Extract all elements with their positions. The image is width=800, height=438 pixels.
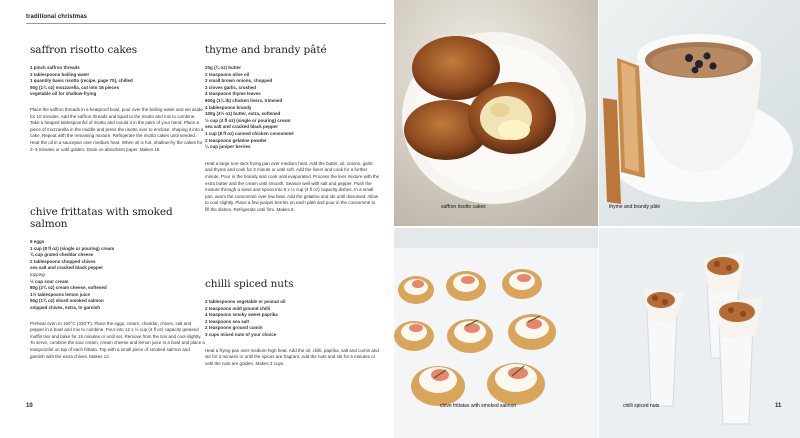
ingredient: 1 pinch saffron threads	[30, 65, 80, 70]
recipe-chive-frittatas	[30, 206, 205, 360]
ingredient: 2 teaspoons gelatine powder	[205, 137, 267, 143]
caption-saffron-risotto-cakes: saffron risotto cakes	[441, 204, 486, 210]
ingredient: 2 tablespoons boiling water	[30, 71, 90, 77]
recipe-method: Place the saffron threads in a heatproof bowl, pour over the boiling water and set aside for 10 minutes. Add the saffron threads and liquid to the risotto and mix to combine. Take a heaped tablespoonful of risotto and mould it in the palm of your hand. Place a piece of mozzarella in the middle and press the risotto over to enclose, shaping it into a cake. Repeat with the remaining mixture. Refrigerate the risotto cakes until needed. Heat the oil in a saucepan over medium heat. When oil is hot, shallow-fry the cakes for 2–3 minutes or until golden. Drain on absorbent paper. Makes 16.	[30, 106, 204, 152]
ingredient: 80g (2¾ oz) cream cheese, softened	[30, 285, 107, 291]
photo-saffron-risotto-cakes	[394, 0, 598, 226]
ingredient: 1 quantity basic risotto (recipe, page 70), chilled	[30, 78, 133, 84]
ingredient: 2 teaspoons ground cumin	[205, 325, 263, 331]
ingredient-list	[205, 65, 380, 151]
recipe-method: Heat a frying pan over medium-high heat. Add the oil, chilli, paprika, salt and cumin and stir for 2 minutes or until the spices are fragrant. Add the nuts and stir for 5 minutes or until the nuts are golden. Makes 3 cups.	[205, 347, 379, 366]
ingredient: 2 tablespoons vegetable or peanut oil	[205, 299, 286, 304]
ingredient: snipped chives, extra, to garnish	[30, 304, 101, 310]
ingredient: sea salt and cracked black pepper	[30, 265, 104, 271]
topping-label: topping	[30, 271, 45, 277]
ingredient: 1½ tablespoons lemon juice	[30, 291, 91, 297]
ingredient: 2 teaspoons sea salt	[205, 318, 250, 324]
ingredient: 2 teaspoons mild ground chilli	[205, 305, 271, 311]
ingredient: 1 cup (8 fl oz) canned chicken consommé	[205, 130, 294, 136]
header-rule	[26, 23, 386, 24]
pate-image	[599, 0, 800, 226]
recipe-title: chive frittatas with smoked salmon	[30, 206, 173, 230]
caption-chive-frittatas: chive frittatas with smoked salmon	[440, 403, 517, 409]
ingredient: 50g (1¾ oz) sliced smoked salmon	[30, 298, 104, 304]
caption-thyme-brandy-pate: thyme and brandy pâté	[609, 204, 661, 210]
ingredient: 3 cups mixed nuts of your choice	[205, 331, 277, 337]
page-number-right: 11	[775, 403, 782, 409]
ingredient: ¾ cup grated cheddar cheese	[30, 252, 94, 258]
photo-thyme-brandy-pate	[599, 0, 800, 226]
ingredient: 4 tablespoons brandy	[205, 104, 252, 110]
ingredient: 100g (3½ oz) butter, extra, softened	[205, 111, 281, 117]
ingredient-list	[30, 239, 205, 312]
recipe-method: Preheat oven to 160°C (320°F). Place the eggs, cream, cheddar, chives, salt and pepper in a bowl and mix to combine. Pour into 12 x ½ cup (4 fl oz) capacity greased muffin tins and bake for 15 minutes or until set. Remove from the tins and cool slightly. To serve, combine the sour cream, cream cheese and lemon juice in a bowl and place a teaspoonful on top of each frittata. Top with a small piece of smoked salmon and garnish with the extra chives. Makes 12.	[30, 320, 205, 359]
ingredient: ¼ cup juniper berries	[205, 144, 251, 150]
caption-chilli-spiced-nuts: chilli spiced nuts	[623, 403, 660, 409]
ingredient: 50g (1¾ oz) mozzarella, cut into 16 pieces	[30, 84, 120, 90]
recipe-thyme-brandy-pate	[205, 44, 380, 213]
ingredient: 4 teaspoons thyme leaves	[205, 91, 261, 97]
ingredient: 600g (1¼ lb) chicken livers, trimmed	[205, 97, 283, 103]
ingredient: 2 teaspoons olive oil	[205, 71, 250, 77]
recipe-saffron-risotto-cakes	[30, 44, 205, 153]
recipe-title: thyme and brandy pâté	[205, 44, 327, 56]
ingredient: 2 small brown onions, chopped	[205, 78, 273, 84]
ingredient: sea salt and cracked black pepper	[205, 124, 279, 130]
ingredient: vegetable oil for shallow-frying	[30, 91, 97, 97]
page-number-left: 10	[26, 403, 33, 409]
ingredient-list	[30, 65, 205, 98]
ingredient: ½ cup (4 fl oz) (single or pouring) cream	[205, 117, 291, 123]
ingredient: 2 cloves garlic, crushed	[205, 84, 257, 90]
ingredient: 1 cup (8 fl oz) (single or pouring) cream	[30, 245, 115, 251]
ingredient: 2 tablespoons chopped chives	[30, 258, 96, 264]
recipe-chilli-spiced-nuts	[205, 278, 380, 367]
risotto-cakes-image	[394, 0, 598, 226]
recipe-method: Heat a large non-stick frying pan over medium heat. Add the butter, oil, onions, garlic and thyme and cook for 3 minute or until soft. Add the livers and cook for a further minute. Pour in the brandy and cook until evaporated. Process the liver mixture with the extra butter and the cream until smooth. Season well with salt and pepper. Push the mixture through a sieve and spoon into 8 x ¼ cup (4 fl oz) capacity dishes. In a small pan, warm the consommé over low heat. Add the gelatine and stir until dissolved. Allow to cool slightly. Place a few juniper berries on each pâté and pour in the consommé to fill the dishes. Refrigerate until firm. Makes 8.	[205, 160, 380, 212]
left-page	[0, 0, 394, 438]
ingredient: 6 eggs	[30, 239, 45, 244]
recipe-title: saffron risotto cakes	[30, 44, 138, 56]
section-header: traditional christmas	[26, 14, 88, 20]
ingredient: ½ cup sour cream	[30, 278, 69, 284]
recipe-title: chilli spiced nuts	[205, 278, 294, 290]
ingredient-list	[205, 299, 380, 339]
ingredient: 4 teaspoons smoky sweet paprika	[205, 312, 278, 318]
ingredient: 20g (¾ oz) butter	[205, 65, 242, 70]
